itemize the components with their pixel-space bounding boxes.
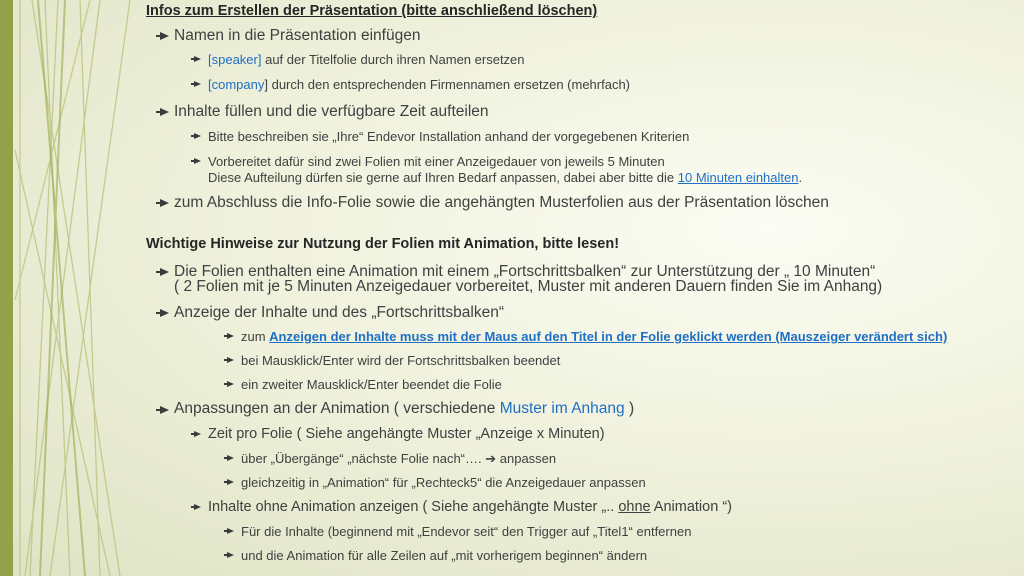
- arrow-bullet-icon: [227, 455, 234, 461]
- item-describe: Bitte beschreiben sie „Ihre“ Endevor Installation anhand der vorgegebenen Kriterien: [208, 129, 690, 144]
- intro-heading: Infos zum Erstellen der Präsentation (bitte anschließend löschen): [146, 3, 598, 19]
- arrow-bullet-icon: [227, 552, 234, 558]
- arrow-bullet-icon: [194, 56, 201, 62]
- arrow-bullet-icon: [227, 357, 234, 363]
- item-content: Inhalte füllen und die verfügbare Zeit aufteilen: [174, 103, 489, 120]
- item-names: Namen in die Präsentation einfügen: [174, 27, 421, 44]
- arrow-bullet-icon: [160, 309, 169, 317]
- item-speaker: [208, 52, 525, 67]
- link-patterns-appendix[interactable]: Muster im Anhang: [499, 400, 625, 417]
- arrow-bullet-icon: [227, 479, 234, 485]
- item-company: [208, 77, 630, 92]
- speaker-text: auf der Titelfolie durch ihren Namen ersetzen: [261, 52, 525, 67]
- arrow-bullet-icon: [160, 199, 169, 207]
- link-show-content[interactable]: Anzeigen der Inhalte muss mit der Maus auf den Titel in der Folie geklickt werden (Mauszeiger verändert sich): [269, 329, 948, 344]
- arrow-right-icon: ➔: [485, 451, 497, 466]
- hint-display: Anzeige der Inhalte und des „Fortschrittsbalken“: [174, 304, 504, 321]
- link-10-minutes[interactable]: 10 Minuten einhalten: [677, 170, 799, 185]
- hint-no-animation: Inhalte ohne Animation anzeigen ( Siehe angehängte Muster „.. ohne Animation “): [208, 499, 732, 515]
- hint-time-per-slide: Zeit pro Folie ( Siehe angehängte Muster „Anzeige x Minuten): [208, 426, 605, 442]
- arrow-bullet-icon: [227, 528, 234, 534]
- item-prepared-line1: Vorbereitet dafür sind zwei Folien mit einer Anzeigedauer von jeweils 5 Minuten: [208, 154, 665, 169]
- arrow-bullet-icon: [194, 158, 201, 164]
- hint-animation-line1: Die Folien enthalten eine Animation mit einem „Fortschrittsbalken“ zur Unterstützung der „ 10 Minuten“: [174, 263, 876, 280]
- hint-adjustments: Anpassungen an der Animation ( verschiedene Muster im Anhang ): [174, 400, 635, 417]
- hint-animation-duration: gleichzeitig in „Animation“ für „Rechteck5“ die Anzeigedauer anpassen: [241, 475, 646, 490]
- hint-remove-trigger: Für die Inhalte (beginnend mit „Endevor seit“ den Trigger auf „Titel1“ entfernen: [241, 524, 692, 539]
- arrow-bullet-icon: [194, 81, 201, 87]
- arrow-bullet-icon: [194, 504, 201, 510]
- arrow-bullet-icon: [160, 268, 169, 276]
- hint-click-end-slide: ein zweiter Mausklick/Enter beendet die Folie: [241, 377, 502, 392]
- speaker-placeholder: [speaker]: [208, 52, 262, 67]
- hint-click-end-bar: bei Mausklick/Enter wird der Fortschrittsbalken beendet: [241, 353, 561, 368]
- company-text: ] durch den entsprechenden Firmennamen ersetzen (mehrfach): [264, 77, 631, 92]
- arrow-bullet-icon: [194, 133, 201, 139]
- hints-heading: Wichtige Hinweise zur Nutzung der Folien mit Animation, bitte lesen!: [146, 236, 620, 252]
- hint-transitions: über „Übergänge“ „nächste Folie nach“…. ➔ anpassen: [241, 451, 557, 466]
- arrow-bullet-icon: [160, 406, 169, 414]
- hint-click-title: zum Anzeigen der Inhalte muss mit der Maus auf den Titel in der Folie geklickt werden (Mauszeiger verändert sich): [241, 329, 948, 344]
- hint-start-with-previous: und die Animation für alle Zeilen auf „mit vorherigem beginnen“ ändern: [241, 548, 648, 563]
- company-placeholder: [company: [208, 77, 265, 92]
- arrow-bullet-icon: [160, 108, 169, 116]
- arrow-bullet-icon: [227, 333, 234, 339]
- hint-animation-line2: ( 2 Folien mit je 5 Minuten Anzeigedauer vorbereitet, Muster mit anderen Dauern finden Sie im Anhang): [174, 278, 883, 295]
- item-remove-info: zum Abschluss die Info-Folie sowie die angehängten Musterfolien aus der Präsentation löschen: [174, 194, 829, 211]
- arrow-bullet-icon: [160, 32, 169, 40]
- arrow-bullet-icon: [227, 381, 234, 387]
- item-prepared-line2: Diese Aufteilung dürfen sie gerne auf Ihren Bedarf anpassen, dabei aber bitte die 10 Minuten einhalten.: [208, 170, 803, 185]
- arrow-bullet-icon: [194, 431, 201, 437]
